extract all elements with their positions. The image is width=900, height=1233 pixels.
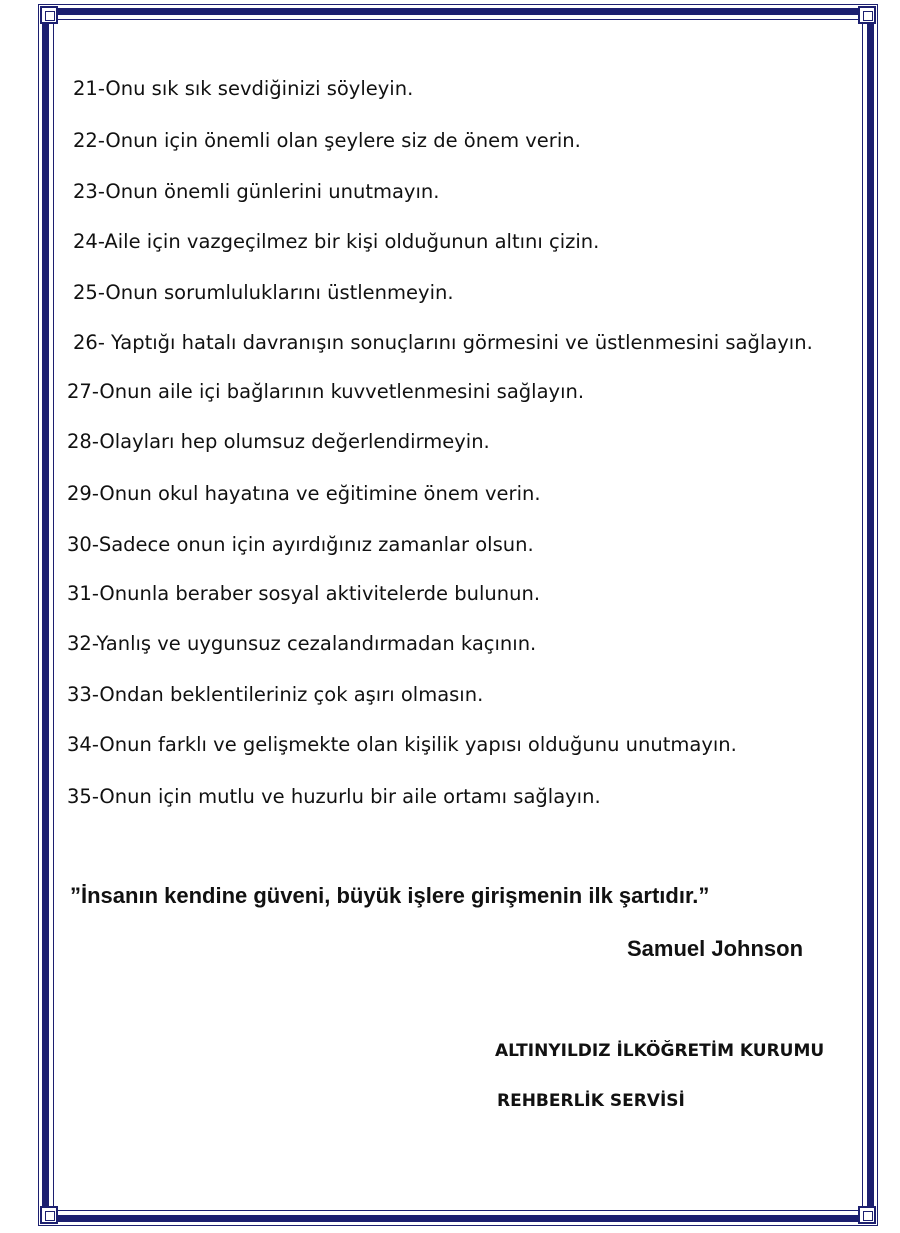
list-item: 25-Onun sorumluluklarını üstlenmeyin. <box>73 281 454 304</box>
quote-text: ”İnsanın kendine güveni, büyük işlere girişmenin ilk şartıdır.” <box>70 883 710 908</box>
border-corner-bottom-left <box>40 1206 58 1224</box>
border-corner-bottom-right <box>858 1206 876 1224</box>
list-item: 32-Yanlış ve uygunsuz cezalandırmadan kaçının. <box>67 632 537 655</box>
list-item: 35-Onun için mutlu ve huzurlu bir aile ortamı sağlayın. <box>67 785 601 808</box>
border-corner-top-left <box>40 6 58 24</box>
list-item: 21-Onu sık sık sevdiğinizi söyleyin. <box>73 77 414 100</box>
list-item: 31-Onunla beraber sosyal aktivitelerde bulunun. <box>67 582 541 605</box>
list-item: 24-Aile için vazgeçilmez bir kişi olduğunun altını çizin. <box>73 230 600 253</box>
list-item: 34-Onun farklı ve gelişmekte olan kişilik yapısı olduğunu unutmayın. <box>67 733 737 756</box>
list-item: 27-Onun aile içi bağlarının kuvvetlenmesini sağlayın. <box>67 380 585 403</box>
list-item: 28-Olayları hep olumsuz değerlendirmeyin. <box>67 430 490 453</box>
list-item: 22-Onun için önemli olan şeylere siz de önem verin. <box>73 129 581 152</box>
list-item: 26- Yaptığı hatalı davranışın sonuçlarını görmesini ve üstlenmesini sağlayın. <box>73 331 813 354</box>
list-item: 33-Ondan beklentileriniz çok aşırı olmasın. <box>67 683 484 706</box>
border-corner-top-right <box>858 6 876 24</box>
department-name: REHBERLİK SERVİSİ <box>497 1091 685 1111</box>
quote-author: Samuel Johnson <box>627 936 804 961</box>
school-name: ALTINYILDIZ İLKÖĞRETİM KURUMU <box>495 1041 825 1061</box>
list-item: 23-Onun önemli günlerini unutmayın. <box>73 180 440 203</box>
list-item: 29-Onun okul hayatına ve eğitimine önem verin. <box>67 482 541 505</box>
list-item: 30-Sadece onun için ayırdığınız zamanlar olsun. <box>67 533 534 556</box>
